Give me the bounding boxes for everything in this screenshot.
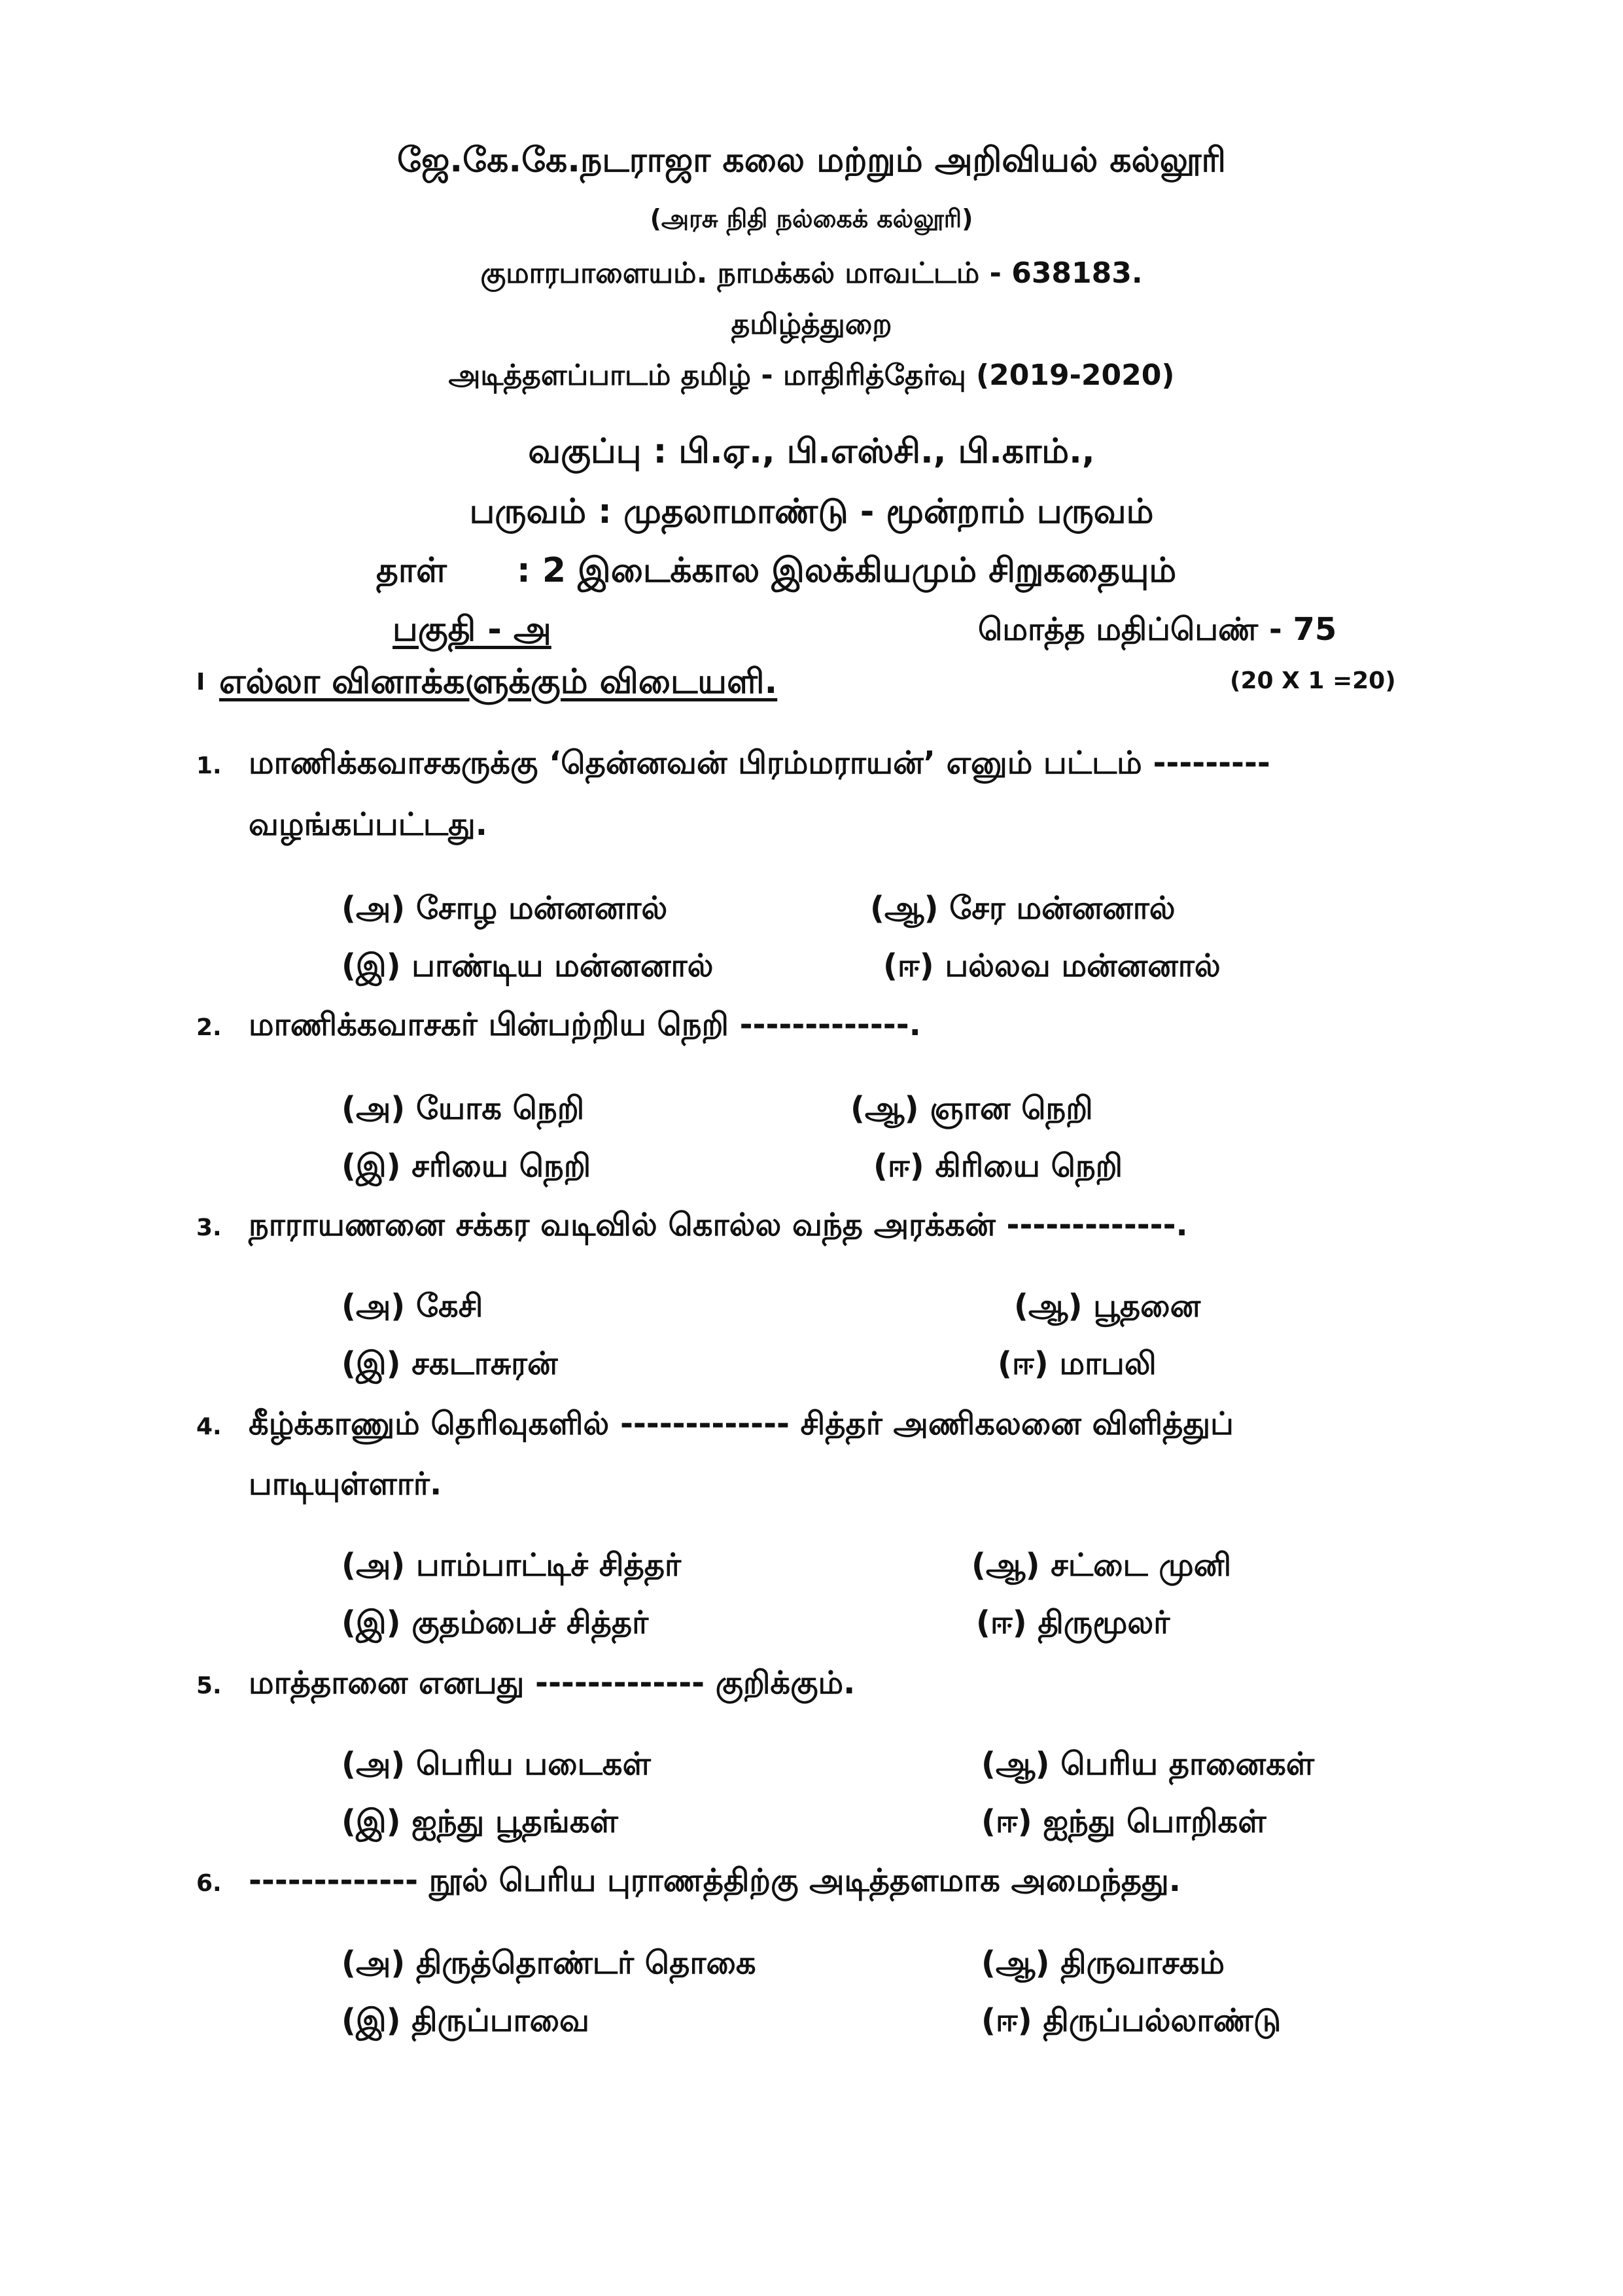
paper-value: : 2 இடைக்கால இலக்கியமும் சிறுகதையும் <box>517 551 1177 590</box>
option-text: ஐந்து பொறிகள் <box>1043 1803 1266 1840</box>
option-text: குதம்பைச் சித்தர் <box>411 1604 649 1641</box>
option-a <box>341 1547 681 1587</box>
option-text: கேசி <box>415 1288 483 1324</box>
option-text: ஐந்து பூதங்கள் <box>411 1803 618 1840</box>
option-text: பூதனை <box>1093 1288 1201 1324</box>
option-marker: (ஈ) <box>883 947 934 984</box>
option-b <box>971 1547 1231 1587</box>
question-text-continued: பாடியுள்ளார். <box>249 1466 442 1502</box>
option-marker: (இ) <box>341 1604 401 1641</box>
option-text: திருமூலர் <box>1038 1604 1170 1641</box>
option-d <box>976 1604 1170 1645</box>
option-c <box>341 947 713 988</box>
option-marker: (அ) <box>341 1547 406 1583</box>
option-text: கிரியை நெறி <box>935 1148 1123 1184</box>
option-text: மாபலி <box>1059 1345 1157 1382</box>
option-a <box>341 890 667 930</box>
option-b <box>850 1090 1093 1131</box>
option-text: சட்டை முனி <box>1051 1547 1232 1583</box>
question-text: கீழ்க்காணும் தெரிவுகளில் ------------- சித்தர் அணிகலனை விளித்துப் <box>249 1405 1234 1442</box>
option-text: சகடாசுரன் <box>411 1345 558 1382</box>
option-b <box>981 1945 1225 1985</box>
question-text: நாராயணனை சக்கர வடிவில் கொல்ல வந்த அரக்கன் -------------. <box>249 1207 1188 1243</box>
option-d <box>981 2002 1281 2043</box>
question-number: 5. <box>196 1672 222 1699</box>
option-marker: (இ) <box>341 947 401 984</box>
option-marker: (ஈ) <box>981 1803 1032 1840</box>
option-d <box>873 1148 1123 1188</box>
option-marker: (ஆ) <box>981 1746 1050 1782</box>
option-marker: (ஆ) <box>1014 1288 1083 1324</box>
marks-formula: (20 X 1 =20) <box>1230 667 1396 694</box>
question-number: 4. <box>196 1413 222 1440</box>
option-c <box>341 1604 648 1645</box>
total-marks: மொத்த மதிப்பெண் - 75 <box>978 611 1337 648</box>
option-marker: (அ) <box>341 1746 406 1782</box>
option-text: திருவாசகம் <box>1060 1945 1225 1981</box>
option-marker: (இ) <box>341 2002 401 2039</box>
option-text: சரியை நெறி <box>411 1148 591 1184</box>
option-text: பல்லவ மன்னனால் <box>945 947 1221 984</box>
question-text: மாணிக்கவாசகருக்கு ‘தென்னவன் பிரம்மராயன்’ எனும் பட்டம் --------- <box>249 745 1270 781</box>
question-number: 1. <box>196 752 222 779</box>
option-marker: (ஈ) <box>976 1604 1027 1641</box>
option-marker: (அ) <box>341 1288 406 1324</box>
option-marker: (இ) <box>341 1803 401 1840</box>
option-d <box>998 1345 1157 1386</box>
question-number: 3. <box>196 1214 222 1241</box>
option-marker: (இ) <box>341 1345 401 1382</box>
section-roman: I <box>196 669 205 696</box>
question-number: 6. <box>196 1870 222 1897</box>
option-a <box>341 1090 584 1131</box>
option-marker: (அ) <box>341 890 406 927</box>
question-number: 2. <box>196 1014 222 1041</box>
option-a <box>341 1945 756 1985</box>
college-address: குமாரபாளையம். நாமக்கல் மாவட்டம் - 638183. <box>480 256 1143 290</box>
option-text: திருப்பல்லாண்டு <box>1043 2002 1282 2039</box>
option-text: பாண்டிய மன்னனால் <box>411 947 714 984</box>
option-b <box>870 890 1176 930</box>
option-text: ஞான நெறி <box>930 1090 1093 1127</box>
question-text: மாத்தானை எனபது ------------- குறிக்கும். <box>249 1665 856 1701</box>
option-text: சேர மன்னனால் <box>949 890 1176 927</box>
option-a <box>341 1288 483 1328</box>
option-d <box>883 947 1221 988</box>
option-d <box>981 1803 1266 1844</box>
option-marker: (ஈ) <box>981 2002 1032 2039</box>
option-marker: (ஈ) <box>873 1148 924 1184</box>
option-c <box>341 1803 618 1844</box>
option-a <box>341 1746 651 1786</box>
section-title: பகுதி - அ <box>393 610 551 649</box>
option-c <box>341 1148 591 1188</box>
class-line: வகுப்பு : பி.ஏ., பி.எஸ்சி., பி.காம்., <box>528 432 1095 471</box>
option-text: திருப்பாவை <box>411 2002 589 2039</box>
college-name: ஜே.கே.கே.நடராஜா கலை மற்றும் அறிவியல் கல்லூரி <box>397 141 1226 180</box>
question-text-continued: வழங்கப்பட்டது. <box>249 806 488 843</box>
question-text: மாணிக்கவாசகர் பின்பற்றிய நெறி -------------. <box>249 1006 921 1043</box>
option-c <box>341 2002 589 2043</box>
option-text: பெரிய தானைகள் <box>1060 1746 1315 1782</box>
section-instruction: எல்லா வினாக்களுக்கும் விடையளி. <box>219 662 778 701</box>
option-marker: (அ) <box>341 1945 406 1981</box>
option-text: சோழ மன்னனால் <box>415 890 668 927</box>
paper-label: தாள் <box>376 551 447 590</box>
option-marker: (ஆ) <box>981 1945 1050 1981</box>
option-b <box>1014 1288 1200 1328</box>
option-marker: (ஆ) <box>971 1547 1040 1583</box>
option-text: யோக நெறி <box>415 1090 585 1127</box>
option-marker: (அ) <box>341 1090 406 1127</box>
option-text: பாம்பாட்டிச் சித்தர் <box>415 1547 682 1583</box>
question-text: ------------- நூல் பெரிய புராணத்திற்கு அடித்தளமாக அமைந்தது. <box>249 1862 1181 1899</box>
option-marker: (ஈ) <box>998 1345 1049 1382</box>
option-text: திருத்தொண்டர் தொகை <box>415 1945 756 1981</box>
exam-title: அடித்தளப்பாடம் தமிழ் - மாதிரித்தேர்வு (2019-2020) <box>448 359 1175 392</box>
option-marker: (ஆ) <box>870 890 939 927</box>
college-type: (அரசு நிதி நல்கைக் கல்லூரி) <box>650 204 973 233</box>
option-b <box>981 1746 1314 1786</box>
option-marker: (ஆ) <box>850 1090 919 1127</box>
option-text: பெரிய படைகள் <box>415 1746 651 1782</box>
semester-line: பருவம் : முதலாமாண்டு - மூன்றாம் பருவம் <box>469 492 1154 531</box>
option-c <box>341 1345 558 1386</box>
option-marker: (இ) <box>341 1148 401 1184</box>
department-name: தமிழ்த்துறை <box>731 308 892 341</box>
